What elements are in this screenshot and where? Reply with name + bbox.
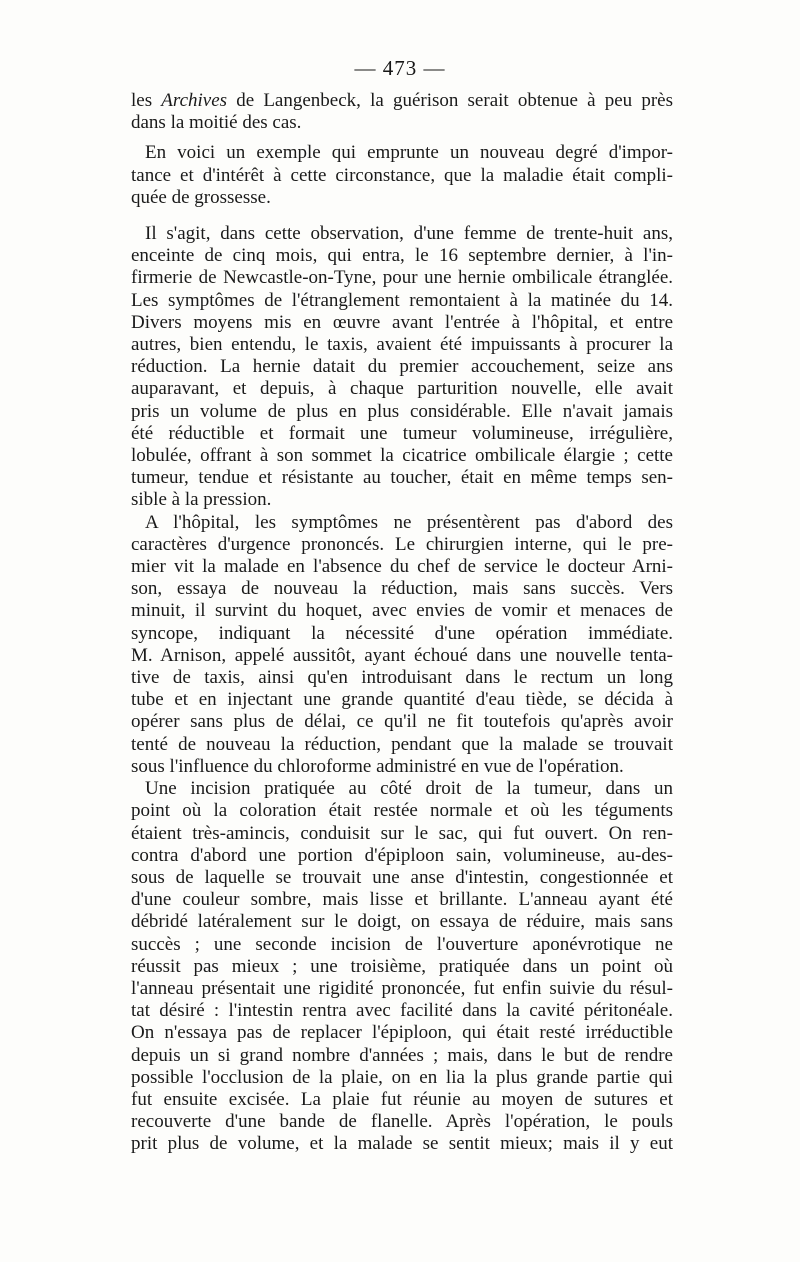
paragraph-5	[131, 778, 673, 1155]
text-line: tive de taxis, ainsi qu'en introduisant dans le rectum un long	[131, 667, 673, 689]
text-line: d'une couleur sombre, mais lisse et brillante. L'anneau ayant été	[131, 889, 673, 911]
text-line: Une incision pratiquée au côté droit de la tumeur, dans un	[145, 778, 673, 800]
text-line: lobulée, offrant à son sommet la cicatrice ombilicale élargie ; cette	[131, 445, 673, 467]
text-line: A l'hôpital, les symptômes ne présentèrent pas d'abord des	[145, 511, 673, 533]
text-line: son, essaya de nouveau la réduction, mais sans succès. Vers	[131, 578, 673, 600]
text-line: pris un volume de plus en plus considérable. Elle n'avait jamais	[131, 400, 673, 422]
text-line: sible à la pression.	[131, 489, 272, 511]
text-line: étaient très-amincis, conduisit sur le sac, qui fut ouvert. On ren-	[131, 822, 673, 844]
paragraph-gap	[131, 209, 673, 223]
text-line: tube et en injectant une grande quantité d'eau tiède, se décida à	[131, 689, 673, 711]
text-line: caractères d'urgence prononcés. Le chirurgien interne, qui le pre-	[131, 533, 673, 555]
text-line: prit plus de volume, et la malade se sentit mieux; mais il y eut	[131, 1133, 673, 1155]
text-line: syncope, indiquant la nécessité d'une opération immédiate.	[131, 622, 673, 644]
text-line: tumeur, tendue et résistante au toucher, était en même temps sen-	[131, 467, 673, 489]
paragraph-gap	[131, 134, 673, 142]
italic-title-word: Archives	[161, 90, 228, 111]
paragraph-1	[131, 90, 673, 134]
text-line: recouverte d'une bande de flanelle. Après l'opération, le pouls	[131, 1111, 673, 1133]
text-line: minuit, il survint du hoquet, avec envies de vomir et menaces de	[131, 600, 673, 622]
text-line: firmerie de Newcastle-on-Tyne, pour une hernie ombilicale étranglée.	[131, 267, 673, 289]
text-line: tenté de nouveau la réduction, pendant que la malade se trouvait	[131, 733, 673, 755]
text-line: contra d'abord une portion d'épiploon sain, volumineuse, au-des-	[131, 844, 673, 866]
text-line: quée de grossesse.	[131, 186, 271, 208]
text-line: M. Arnison, appelé aussitôt, ayant échoué dans une nouvelle tenta-	[131, 644, 673, 666]
text-line: les Archives de Langenbeck, la guérison serait obtenue à peu près	[131, 90, 673, 111]
paragraph-4	[131, 512, 673, 778]
page-number: — 473 —	[354, 56, 446, 80]
text-line: dans la moitié des cas.	[131, 112, 302, 134]
text-line: sous de laquelle se trouvait une anse d'intestin, congestionnée et	[131, 866, 673, 888]
text-line: débridé latéralement sur le doigt, on essaya de réduire, mais sans	[131, 911, 673, 933]
text-line: Il s'agit, dans cette observation, d'une femme de trente-huit ans,	[145, 223, 673, 245]
text-line: possible l'occlusion de la plaie, on en lia la plus grande partie qui	[131, 1066, 673, 1088]
text-line: enceinte de cinq mois, qui entra, le 16 septembre dernier, à l'in-	[131, 245, 673, 267]
text-line: fut ensuite excisée. La plaie fut réunie au moyen de sutures et	[131, 1088, 673, 1110]
text-line: auparavant, et depuis, à chaque parturition nouvelle, elle avait	[131, 378, 673, 400]
text-line: point où la coloration était restée normale et où les téguments	[131, 800, 673, 822]
text-line: été réductible et formait une tumeur volumineuse, irrégulière,	[131, 422, 673, 444]
body-text	[131, 90, 673, 1156]
text-line: autres, bien entendu, le taxis, avaient été impuissants à procurer la	[131, 334, 673, 356]
text-line: En voici un exemple qui emprunte un nouveau degré d'impor-	[145, 142, 673, 164]
text-line: depuis un si grand nombre d'années ; mais, dans le but de rendre	[131, 1044, 673, 1066]
paragraph-2	[131, 142, 673, 209]
text-line: mier vit la malade en l'absence du chef de service le docteur Arni-	[131, 556, 673, 578]
text-line: réussit pas mieux ; une troisième, pratiquée dans un point où	[131, 955, 673, 977]
text-line: Les symptômes de l'étranglement remontaient à la matinée du 14.	[131, 289, 673, 311]
text-line: succès ; une seconde incision de l'ouverture aponévrotique ne	[131, 933, 673, 955]
text-line: Divers moyens mis en œuvre avant l'entrée à l'hôpital, et entre	[131, 311, 673, 333]
paragraph-3	[131, 223, 673, 512]
text-line: On n'essaya pas de replacer l'épiploon, qui était resté irréductible	[131, 1022, 673, 1044]
text-line: opérer sans plus de délai, ce qu'il ne fit toutefois qu'après avoir	[131, 711, 673, 733]
text-line: tat désiré : l'intestin rentra avec facilité dans la cavité péritonéale.	[131, 1000, 673, 1022]
text-line: réduction. La hernie datait du premier accouchement, seize ans	[131, 356, 673, 378]
text-line: l'anneau présentait une rigidité prononcée, fut enfin suivie du résul-	[131, 977, 673, 999]
text-line: tance et d'intérêt à cette circonstance, que la maladie était compli-	[131, 164, 673, 186]
text-line: sous l'influence du chloroforme administré en vue de l'opération.	[131, 755, 624, 777]
